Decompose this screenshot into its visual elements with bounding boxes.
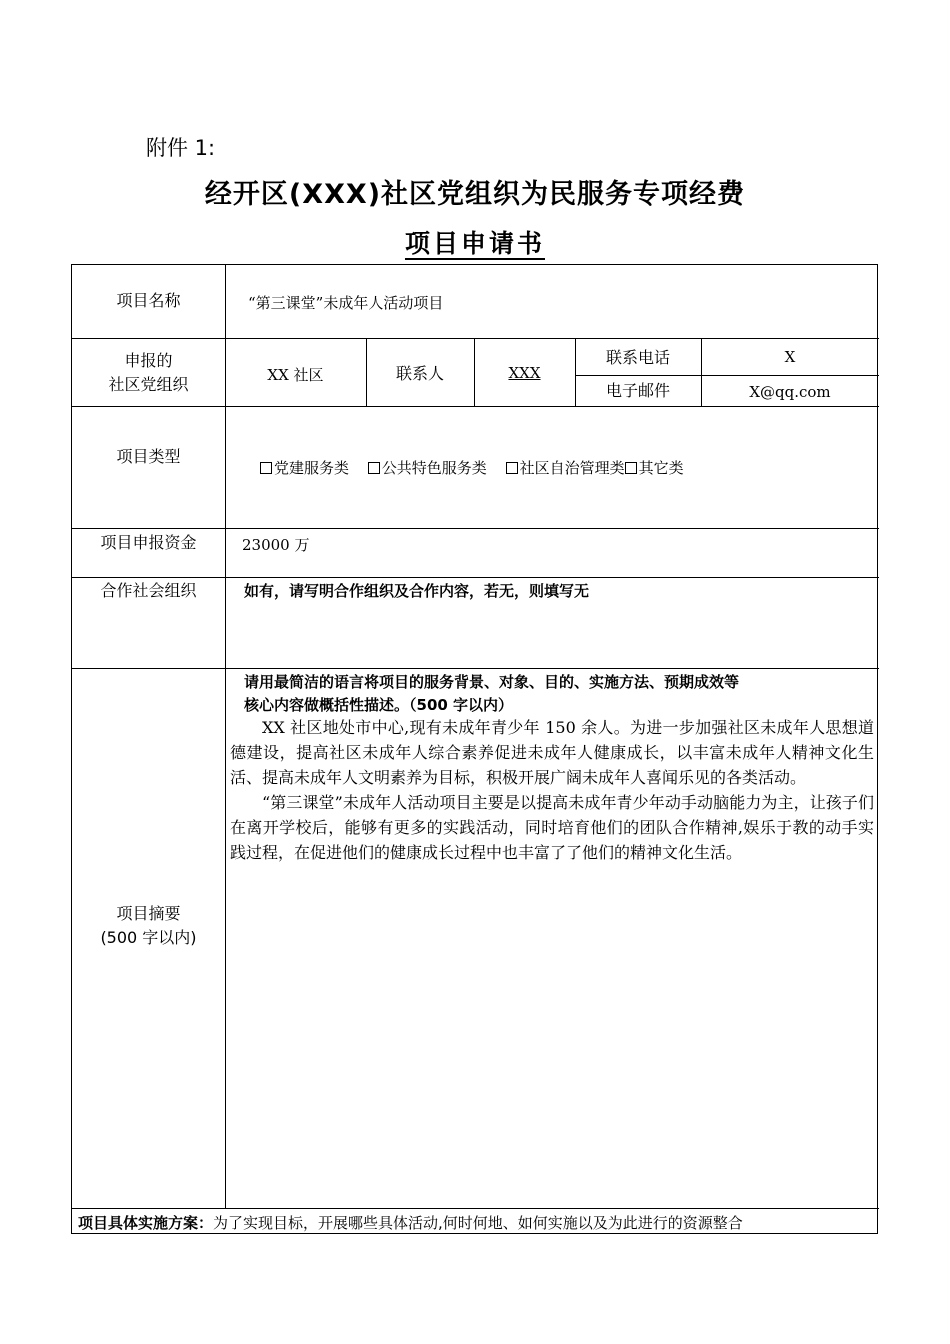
- funding-value[interactable]: 23000 万: [242, 536, 310, 554]
- project-name-value[interactable]: “第三课堂”未成年人活动项目: [248, 294, 444, 312]
- summary-paragraph-2: “第三课堂”未成年人活动项目主要是以提高未成年青少年动手动脑能力为主，让孩子们在离开学校后，能够有更多的实践活动，同时培育他们的团队合作精神,娱乐于教的动手实践过程，在促进他们的健康成长过程中也丰富了了他们的精神文化生活。: [230, 793, 874, 862]
- email-label: 电子邮件: [605, 381, 670, 400]
- contact-label: 联系人: [395, 364, 444, 383]
- type-option-public[interactable]: 公共特色服务类: [368, 459, 487, 477]
- attachment-label: 附件 1:: [146, 136, 216, 160]
- project-type-label: 项目类型: [116, 447, 181, 466]
- summary-hint-line1: 请用最简洁的语言将项目的服务背景、对象、目的、实施方法、预期成效等: [244, 673, 740, 691]
- summary-body[interactable]: [230, 715, 874, 865]
- implementation-label: 项目具体实施方案：: [78, 1214, 214, 1232]
- summary-label-line1: 项目摘要: [116, 904, 181, 923]
- org-value[interactable]: XX 社区: [267, 366, 324, 384]
- document-title: 经开区(XXX)社区党组织为民服务专项经费: [204, 179, 746, 210]
- implementation-text[interactable]: 为了实现目标，开展哪些具体活动,何时何地、如何实施以及为此进行的资源整合: [213, 1214, 743, 1232]
- checkbox-icon[interactable]: [625, 462, 637, 474]
- type-option-party[interactable]: 党建服务类: [260, 459, 349, 477]
- document-subtitle: 项目申请书: [404, 229, 545, 258]
- project-name-label: 项目名称: [116, 291, 181, 310]
- org-label-line1: 申报的: [124, 351, 173, 370]
- phone-label: 联系电话: [605, 348, 670, 367]
- contact-value[interactable]: XXX: [508, 364, 541, 382]
- checkbox-icon[interactable]: [368, 462, 380, 474]
- implementation-row: [78, 1212, 743, 1233]
- summary-paragraph-1: XX 社区地处市中心,现有未成年青少年 150 余人。为进一步加强社区未成年人思想道德建设，提高社区未成年人综合素养促进未成年人健康成长，以丰富未成年人精神文化生活、提高未成年人文明素养为目标，积极开展广阔未成年人喜闻乐见的各类活动。: [230, 718, 874, 787]
- summary-hint-line2: 核心内容做概括性描述。（500 字以内）: [244, 696, 514, 714]
- summary-label: [72, 902, 225, 950]
- partner-hint[interactable]: 如有，请写明合作组织及合作内容，若无，则填写无: [244, 582, 590, 600]
- email-value[interactable]: X@qq.com: [749, 383, 831, 401]
- type-option-other[interactable]: 其它类: [625, 459, 684, 477]
- type-option-community[interactable]: 社区自治管理类: [506, 459, 625, 477]
- checkbox-icon[interactable]: [260, 462, 272, 474]
- checkbox-icon[interactable]: [506, 462, 518, 474]
- summary-label-line2: (500 字以内): [100, 928, 197, 947]
- project-type-options: [260, 457, 698, 478]
- application-form: [71, 264, 878, 1234]
- phone-value[interactable]: X: [784, 348, 796, 366]
- org-label-line2: 社区党组织: [108, 375, 189, 394]
- partner-label: 合作社会组织: [100, 581, 197, 600]
- funding-label: 项目申报资金: [100, 533, 197, 552]
- org-label: [72, 349, 225, 397]
